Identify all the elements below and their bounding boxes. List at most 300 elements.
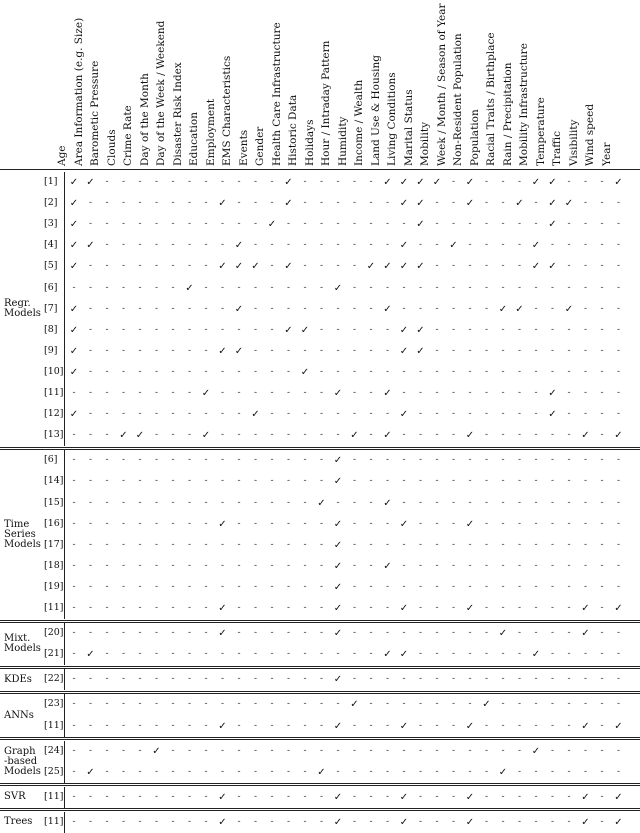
dash: -	[138, 766, 142, 777]
dash: -	[336, 240, 340, 251]
dash: -	[418, 581, 423, 592]
dash: -	[72, 539, 76, 550]
dash: -	[286, 366, 291, 377]
dash: -	[451, 560, 456, 571]
dash: -	[88, 581, 93, 592]
dash: -	[534, 720, 538, 731]
dash: -	[517, 649, 522, 660]
dash: -	[88, 720, 93, 731]
dash: -	[154, 649, 159, 660]
dash: -	[237, 476, 241, 487]
checkmark: ✓	[614, 603, 623, 614]
checkmark: ✓	[333, 791, 343, 803]
dash: -	[435, 219, 439, 230]
dash: -	[88, 816, 93, 827]
dash: -	[435, 345, 439, 356]
dash: -	[204, 303, 208, 314]
checkmark: ✓	[185, 282, 194, 294]
dash: -	[600, 497, 604, 508]
dash: -	[237, 539, 241, 550]
dash: -	[187, 455, 192, 466]
dash: -	[418, 518, 423, 529]
dash: -	[583, 282, 588, 293]
dash: -	[121, 366, 126, 377]
group-rule	[0, 449, 640, 450]
dash: -	[171, 674, 175, 685]
dash: -	[501, 261, 505, 272]
dash: -	[534, 198, 538, 209]
dash: -	[369, 699, 373, 710]
checkmark: ✓	[465, 816, 475, 828]
dash: -	[435, 409, 439, 420]
dash: -	[385, 476, 390, 487]
dash: -	[121, 581, 126, 592]
dash: -	[72, 745, 76, 756]
dash: -	[72, 497, 76, 508]
dash: -	[369, 282, 373, 293]
dash: -	[352, 674, 357, 685]
checkmark: ✓	[531, 261, 541, 273]
dash: -	[451, 409, 456, 420]
dash: -	[154, 219, 159, 230]
dash: -	[88, 455, 93, 466]
group-separator	[64, 741, 65, 783]
checkmark: ✓	[333, 628, 343, 640]
dash: -	[121, 455, 126, 466]
dash: -	[616, 745, 621, 756]
column-header-label: Events	[237, 129, 250, 166]
dash: -	[88, 219, 93, 230]
dash: -	[187, 240, 192, 251]
dash: -	[385, 345, 390, 356]
dash: -	[187, 745, 192, 756]
dash: -	[237, 816, 241, 827]
checkmark: ✓	[300, 324, 310, 336]
dash: -	[286, 409, 291, 420]
dash: -	[303, 628, 307, 639]
dash: -	[286, 766, 291, 777]
dash: -	[171, 649, 175, 660]
dash: -	[204, 791, 208, 802]
dash: -	[171, 539, 175, 550]
dash: -	[616, 581, 621, 592]
checkmark: ✓	[432, 177, 442, 188]
dash: -	[253, 649, 258, 660]
dash: -	[501, 366, 505, 377]
dash: -	[517, 455, 522, 466]
dash: -	[72, 476, 76, 487]
dash: -	[583, 324, 588, 335]
dash: -	[402, 628, 406, 639]
dash: -	[270, 366, 274, 377]
dash: -	[468, 261, 472, 272]
dash: -	[352, 219, 357, 230]
dash: -	[468, 745, 472, 756]
dash: -	[154, 539, 159, 550]
dash: -	[583, 766, 588, 777]
dash: -	[319, 581, 324, 592]
group-label	[4, 675, 32, 685]
dash: -	[517, 539, 522, 550]
dash: -	[187, 476, 192, 487]
dash: -	[237, 219, 241, 230]
dash: -	[336, 345, 340, 356]
dash: -	[187, 324, 192, 335]
dash: -	[616, 345, 621, 356]
dash: -	[121, 539, 126, 550]
dash: -	[253, 628, 258, 639]
dash: -	[418, 560, 423, 571]
dash: -	[369, 628, 373, 639]
dash: -	[319, 539, 324, 550]
dash: -	[402, 430, 406, 441]
dash: -	[270, 649, 274, 660]
dash: -	[583, 409, 588, 420]
dash: -	[319, 282, 324, 293]
dash: -	[600, 455, 604, 466]
dash: -	[583, 476, 588, 487]
dash: -	[369, 388, 373, 398]
dash: -	[567, 674, 571, 685]
dash: -	[435, 303, 439, 314]
dash: -	[534, 603, 538, 613]
dash: -	[88, 303, 93, 314]
group-label	[4, 634, 41, 654]
dash: -	[220, 455, 225, 466]
checkmark: ✓	[531, 240, 541, 252]
dash: -	[451, 816, 456, 827]
dash: -	[567, 560, 571, 571]
dash: -	[616, 497, 621, 508]
dash: -	[138, 409, 142, 420]
dash: -	[468, 366, 472, 377]
dash: -	[121, 766, 126, 777]
dash: -	[550, 366, 555, 377]
dash: -	[121, 649, 126, 660]
dash: -	[385, 745, 390, 756]
dash: -	[105, 409, 109, 420]
dash: -	[369, 455, 373, 466]
dash: -	[270, 388, 274, 398]
dash: -	[352, 745, 357, 756]
dash: -	[319, 219, 324, 230]
dash: -	[88, 518, 93, 529]
dash: -	[138, 388, 142, 398]
dash: -	[253, 219, 258, 230]
dash: -	[187, 388, 192, 398]
dash: -	[451, 497, 456, 508]
dash: -	[105, 720, 109, 731]
dash: -	[484, 816, 489, 827]
dash: -	[105, 303, 109, 314]
dash: -	[550, 745, 555, 756]
dash: -	[369, 345, 373, 356]
dash: -	[583, 699, 588, 710]
dash: -	[435, 455, 439, 466]
dash: -	[484, 628, 489, 639]
checkmark: ✓	[399, 816, 409, 828]
dash: -	[534, 628, 538, 639]
dash: -	[121, 409, 126, 420]
row-reference: [15]	[44, 496, 64, 508]
dash: -	[237, 198, 241, 209]
dash: -	[583, 581, 588, 592]
dash: -	[237, 455, 241, 466]
checkmark: ✓	[300, 366, 310, 378]
checkmark: ✓	[581, 603, 590, 614]
dash: -	[154, 476, 159, 487]
dash: -	[286, 539, 291, 550]
dash: -	[286, 240, 291, 251]
dash: -	[352, 497, 357, 508]
column-header-label: Holidays	[303, 119, 316, 166]
checkmark: ✓	[465, 430, 475, 442]
dash: -	[567, 766, 571, 777]
dash: -	[154, 345, 159, 356]
dash: -	[121, 699, 126, 710]
dash: -	[303, 791, 307, 802]
dash: -	[187, 518, 192, 529]
dash: -	[270, 745, 274, 756]
dash: -	[583, 745, 588, 756]
dash: -	[220, 219, 225, 230]
checkmark: ✓	[333, 720, 343, 732]
dash: -	[550, 603, 555, 613]
dash: -	[583, 303, 588, 314]
dash: -	[616, 282, 621, 293]
dash: -	[105, 476, 109, 487]
dash: -	[550, 518, 555, 529]
dash: -	[105, 198, 109, 209]
dash: -	[435, 581, 439, 592]
dash: -	[534, 497, 538, 508]
dash: -	[171, 455, 175, 466]
dash: -	[105, 497, 109, 508]
dash: -	[187, 674, 192, 685]
group-label-line: Time	[4, 518, 30, 530]
dash: -	[204, 198, 208, 209]
dash: -	[385, 282, 390, 293]
dash: -	[187, 261, 192, 272]
dash: -	[286, 720, 291, 731]
dash: -	[484, 649, 489, 660]
dash: -	[138, 219, 142, 230]
dash: -	[204, 261, 208, 272]
checkmark: ✓	[399, 649, 409, 661]
dash: -	[501, 430, 505, 441]
dash: -	[72, 430, 76, 441]
dash: -	[187, 497, 192, 508]
dash: -	[517, 409, 522, 420]
dash: -	[369, 476, 373, 487]
dash: -	[534, 791, 538, 802]
dash: -	[286, 345, 291, 356]
dash: -	[600, 628, 604, 639]
dash: -	[303, 303, 307, 314]
checkmark: ✓	[69, 240, 79, 252]
dash: -	[501, 791, 505, 802]
checkmark: ✓	[548, 388, 557, 399]
dash: -	[484, 282, 489, 293]
dash: -	[121, 674, 126, 685]
dash: -	[105, 745, 109, 756]
dash: -	[600, 409, 604, 420]
group-label-line: Trees	[4, 816, 33, 828]
checkmark: ✓	[581, 628, 590, 640]
dash: -	[88, 674, 93, 685]
dash: -	[303, 476, 307, 487]
group-label-line: Models	[4, 765, 41, 777]
dash: -	[319, 628, 324, 639]
dash: -	[451, 699, 456, 710]
checkmark: ✓	[69, 303, 79, 315]
dash: -	[600, 603, 604, 613]
dash: -	[171, 388, 175, 398]
dash: -	[484, 560, 489, 571]
dash: -	[369, 198, 373, 209]
dash: -	[418, 628, 423, 639]
dash: -	[385, 816, 390, 827]
dash: -	[286, 603, 291, 613]
dash: -	[369, 177, 373, 187]
dash: -	[352, 198, 357, 209]
dash: -	[237, 177, 241, 187]
dash: -	[138, 816, 142, 827]
dash: -	[600, 430, 604, 441]
dash: -	[154, 324, 159, 335]
dash: -	[600, 476, 604, 487]
dash: -	[534, 539, 538, 550]
dash: -	[567, 345, 571, 356]
checkmark: ✓	[449, 240, 458, 252]
checkmark: ✓	[69, 219, 79, 231]
dash: -	[468, 409, 472, 420]
checkmark: ✓	[218, 198, 227, 210]
dash: -	[451, 345, 456, 356]
checkmark: ✓	[531, 649, 541, 661]
dash: -	[435, 603, 439, 613]
dash: -	[352, 766, 357, 777]
dash: -	[550, 581, 555, 592]
dash: -	[402, 745, 406, 756]
dash: -	[501, 497, 505, 508]
row-reference: [11]	[44, 790, 64, 802]
checkmark: ✓	[350, 699, 359, 711]
checkmark: ✓	[416, 324, 425, 336]
dash: -	[121, 791, 126, 802]
dash: -	[385, 603, 390, 613]
checkmark: ✓	[399, 720, 409, 732]
row-reference: [19]	[44, 580, 64, 592]
dash: -	[286, 560, 291, 571]
dash: -	[171, 699, 175, 710]
group-rule	[0, 666, 640, 667]
dash: -	[402, 674, 406, 685]
checkmark: ✓	[234, 345, 244, 357]
dash: -	[138, 699, 142, 710]
dash: -	[385, 518, 390, 529]
dash: -	[567, 282, 571, 293]
dash: -	[105, 177, 109, 187]
dash: -	[517, 766, 522, 777]
checkmark: ✓	[317, 497, 326, 509]
checkmark: ✓	[383, 497, 392, 509]
dash: -	[105, 628, 109, 639]
dash: -	[369, 219, 373, 230]
dash: -	[616, 303, 621, 314]
dash: -	[600, 177, 604, 187]
checkmark: ✓	[218, 720, 227, 732]
dash: -	[121, 324, 126, 335]
dash: -	[220, 476, 225, 487]
column-header-label: Population	[468, 109, 481, 166]
dash: -	[253, 497, 258, 508]
column-header-label: Visibility	[567, 119, 580, 166]
dash: -	[270, 791, 274, 802]
dash: -	[121, 345, 126, 356]
row-reference: [11]	[44, 602, 64, 613]
dash: -	[270, 539, 274, 550]
dash: -	[253, 766, 258, 777]
dash: -	[501, 539, 505, 550]
dash: -	[253, 430, 258, 441]
dash: -	[237, 720, 241, 731]
dash: -	[501, 324, 505, 335]
checkmark: ✓	[350, 430, 359, 442]
dash: -	[534, 366, 538, 377]
dash: -	[319, 240, 324, 251]
dash: -	[319, 345, 324, 356]
dash: -	[253, 303, 258, 314]
dash: -	[270, 720, 274, 731]
checkmark: ✓	[218, 603, 227, 614]
dash: -	[237, 388, 241, 398]
dash: -	[303, 430, 307, 441]
dash: -	[286, 745, 291, 756]
dash: -	[402, 303, 406, 314]
dash: -	[418, 791, 423, 802]
group-label-line: Graph	[4, 745, 36, 757]
dash: -	[220, 409, 225, 420]
dash: -	[600, 674, 604, 685]
dash: -	[253, 198, 258, 209]
dash: -	[237, 699, 241, 710]
dash: -	[451, 603, 456, 613]
row-reference: [5]	[44, 260, 58, 272]
dash: -	[501, 581, 505, 592]
dash: -	[171, 198, 175, 209]
dash: -	[319, 518, 324, 529]
dash: -	[336, 409, 340, 420]
dash: -	[600, 282, 604, 293]
dash: -	[435, 720, 439, 731]
column-header-label: Crime Rate	[122, 105, 134, 166]
dash: -	[567, 476, 571, 487]
dash: -	[468, 628, 472, 639]
checkmark: ✓	[399, 261, 409, 273]
dash: -	[121, 745, 126, 756]
dash: -	[220, 745, 225, 756]
dash: -	[600, 345, 604, 356]
checkmark: ✓	[218, 345, 227, 357]
dash: -	[501, 699, 505, 710]
checkmark: ✓	[399, 518, 409, 530]
dash: -	[600, 198, 604, 209]
dash: -	[435, 430, 439, 441]
dash: -	[105, 816, 109, 827]
dash: -	[600, 388, 604, 398]
dash: -	[237, 649, 241, 660]
